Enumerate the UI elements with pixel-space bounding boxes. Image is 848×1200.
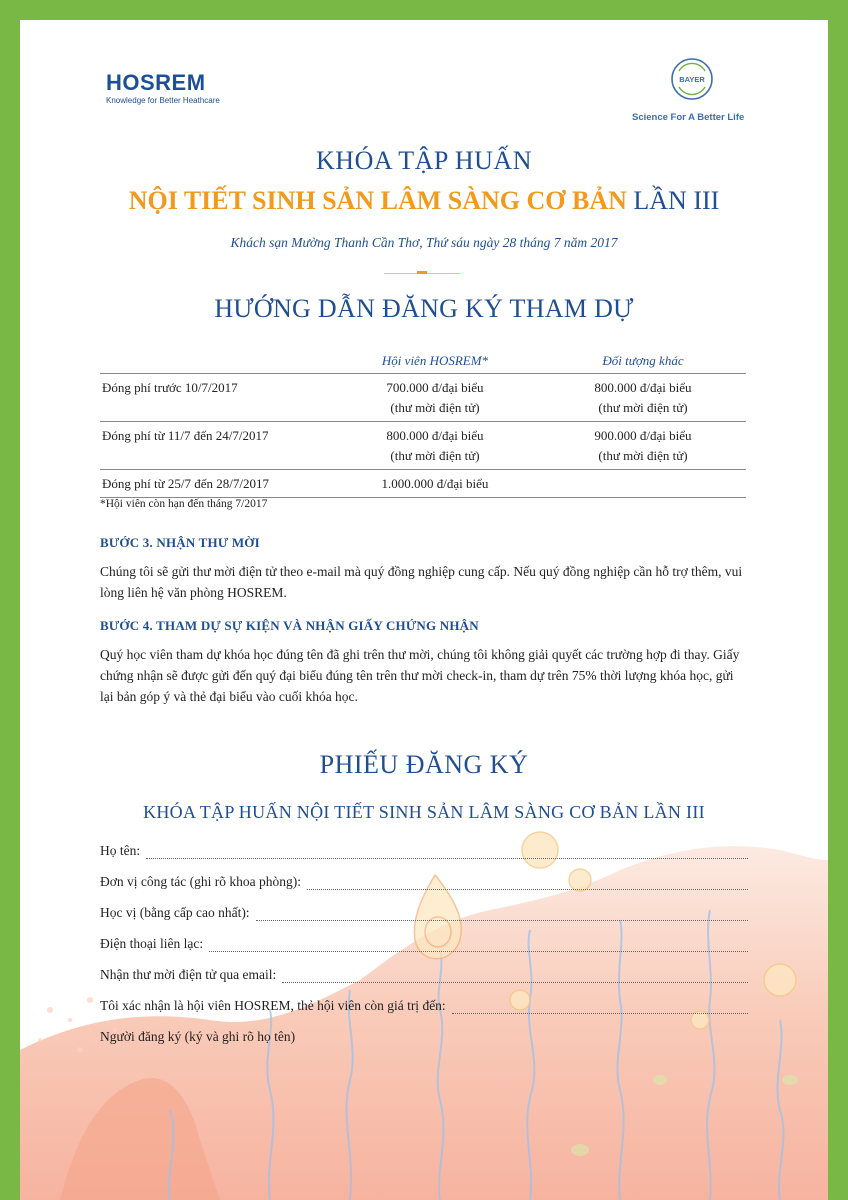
phone-field[interactable] <box>100 932 748 952</box>
registration-page <box>20 20 828 1200</box>
field-label: Học vị (bằng cấp cao nhất): <box>100 905 250 920</box>
hosrem-logo-tagline: Knowledge for Better Heathcare <box>106 96 220 105</box>
step3-text: Chúng tôi sẽ gửi thư mời điện tử theo e-mail mà quý đồng nghiệp cung cấp. Nếu quý đồng nghiệp cần hỗ trợ thêm, vui lòng liên hệ văn phòng HOSREM. <box>100 564 743 600</box>
field-label: Họ tên: <box>100 843 141 858</box>
bayer-tagline: Science For A Better Life <box>632 112 745 123</box>
other-fee: 800.000 đ/đại biểu <box>594 380 692 395</box>
degree-input-line[interactable] <box>256 907 748 921</box>
field-label: Điện thoại liên lạc: <box>100 936 204 951</box>
fee-table-header-member: Hội viên HOSREM* <box>381 353 489 368</box>
form-subtitle: KHÓA TẬP HUẤN NỘI TIẾT SINH SẢN LÂM SÀNG CƠ BẢN LẦN III <box>143 802 705 822</box>
fee-table-row <box>100 374 746 422</box>
fee-table <box>100 353 746 498</box>
form-title: PHIẾU ĐĂNG KÝ <box>319 750 529 779</box>
member-fee: 1.000.000 đ/đại biểu <box>381 476 489 491</box>
other-fee-note: (thư mời điện tử) <box>598 448 688 463</box>
step4-heading: BƯỚC 4. THAM DỰ SỰ KIỆN VÀ NHẬN GIẤY CHỨNG NHẬN <box>100 618 479 633</box>
member-fee: 800.000 đ/đại biểu <box>386 428 484 443</box>
registration-guide-heading: HƯỚNG DẪN ĐĂNG KÝ THAM DỰ <box>214 294 634 323</box>
email-input-line[interactable] <box>282 969 748 983</box>
field-label: Tôi xác nhận là hội viên HOSREM, thẻ hội viên còn giá trị đến: <box>100 998 446 1013</box>
fee-table-header-other: Đối tượng khác <box>602 353 684 368</box>
course-title-line1: KHÓA TẬP HUẤN <box>316 146 532 175</box>
fee-period: Đóng phí từ 11/7 đến 24/7/2017 <box>100 422 330 470</box>
full-name-field[interactable] <box>100 839 748 859</box>
workplace-input-line[interactable] <box>307 876 748 890</box>
membership-validity-field[interactable] <box>100 994 748 1014</box>
other-fee-cell <box>540 470 746 498</box>
step4-text: Quý học viên tham dự khóa học đúng tên đã ghi trên thư mời, chúng tôi không giải quyết các trường hợp đi thay. Giấy chứng nhận sẽ được gửi đến quý đại biểu đúng tên trên thư mời check-in, tham dự trên 75% thời lượng khóa học, gửi lại bản góp ý và thẻ đại biểu vào cuối khóa học. <box>100 647 740 704</box>
step3-heading: BƯỚC 3. NHẬN THƯ MỜI <box>100 535 260 550</box>
bayer-horizontal-text: BAYER <box>679 75 705 84</box>
hosrem-logo-name: HOSREM <box>106 70 206 95</box>
signature-field[interactable] <box>100 1025 748 1045</box>
field-label: Người đăng ký (ký và ghi rõ họ tên) <box>100 1029 296 1044</box>
member-fee-cell <box>330 422 540 470</box>
member-fee: 700.000 đ/đại biểu <box>386 380 484 395</box>
fee-table-header-row <box>100 353 746 374</box>
other-fee-note: (thư mời điện tử) <box>598 400 688 415</box>
phone-input-line[interactable] <box>209 938 748 952</box>
member-fee-note: (thư mời điện tử) <box>390 400 480 415</box>
fee-table-header-blank <box>100 353 330 374</box>
member-fee-cell <box>330 374 540 422</box>
fee-table-row <box>100 422 746 470</box>
field-label: Đơn vị công tác (ghi rõ khoa phòng): <box>100 874 301 889</box>
other-fee-cell <box>540 374 746 422</box>
fee-period: Đóng phí trước 10/7/2017 <box>100 374 330 422</box>
course-title-suffix: LẦN III <box>633 186 720 215</box>
email-field[interactable] <box>100 963 748 983</box>
fee-table-row <box>100 470 746 498</box>
workplace-field[interactable] <box>100 870 748 890</box>
full-name-input-line[interactable] <box>146 845 748 859</box>
member-fee-note: (thư mời điện tử) <box>390 448 480 463</box>
member-fee-cell <box>330 470 540 498</box>
other-fee: 900.000 đ/đại biểu <box>594 428 692 443</box>
field-label: Nhận thư mời điện tử qua email: <box>100 967 277 982</box>
hosrem-logo <box>106 70 220 105</box>
bayer-cross-logo <box>670 57 714 101</box>
course-title-line2 <box>20 186 828 216</box>
other-fee-cell <box>540 422 746 470</box>
course-title-highlight: NỘI TIẾT SINH SẢN LÂM SÀNG CƠ BẢN <box>128 186 627 215</box>
membership-validity-input-line[interactable] <box>452 1000 748 1014</box>
fee-period: Đóng phí từ 25/7 đến 28/7/2017 <box>100 470 330 498</box>
course-location-date: Khách sạn Mường Thanh Cần Thơ, Thứ sáu ngày 28 tháng 7 năm 2017 <box>230 235 618 250</box>
degree-field[interactable] <box>100 901 748 921</box>
membership-footnote: *Hội viên còn hạn đến tháng 7/2017 <box>100 498 268 510</box>
title-divider-accent <box>417 271 427 274</box>
